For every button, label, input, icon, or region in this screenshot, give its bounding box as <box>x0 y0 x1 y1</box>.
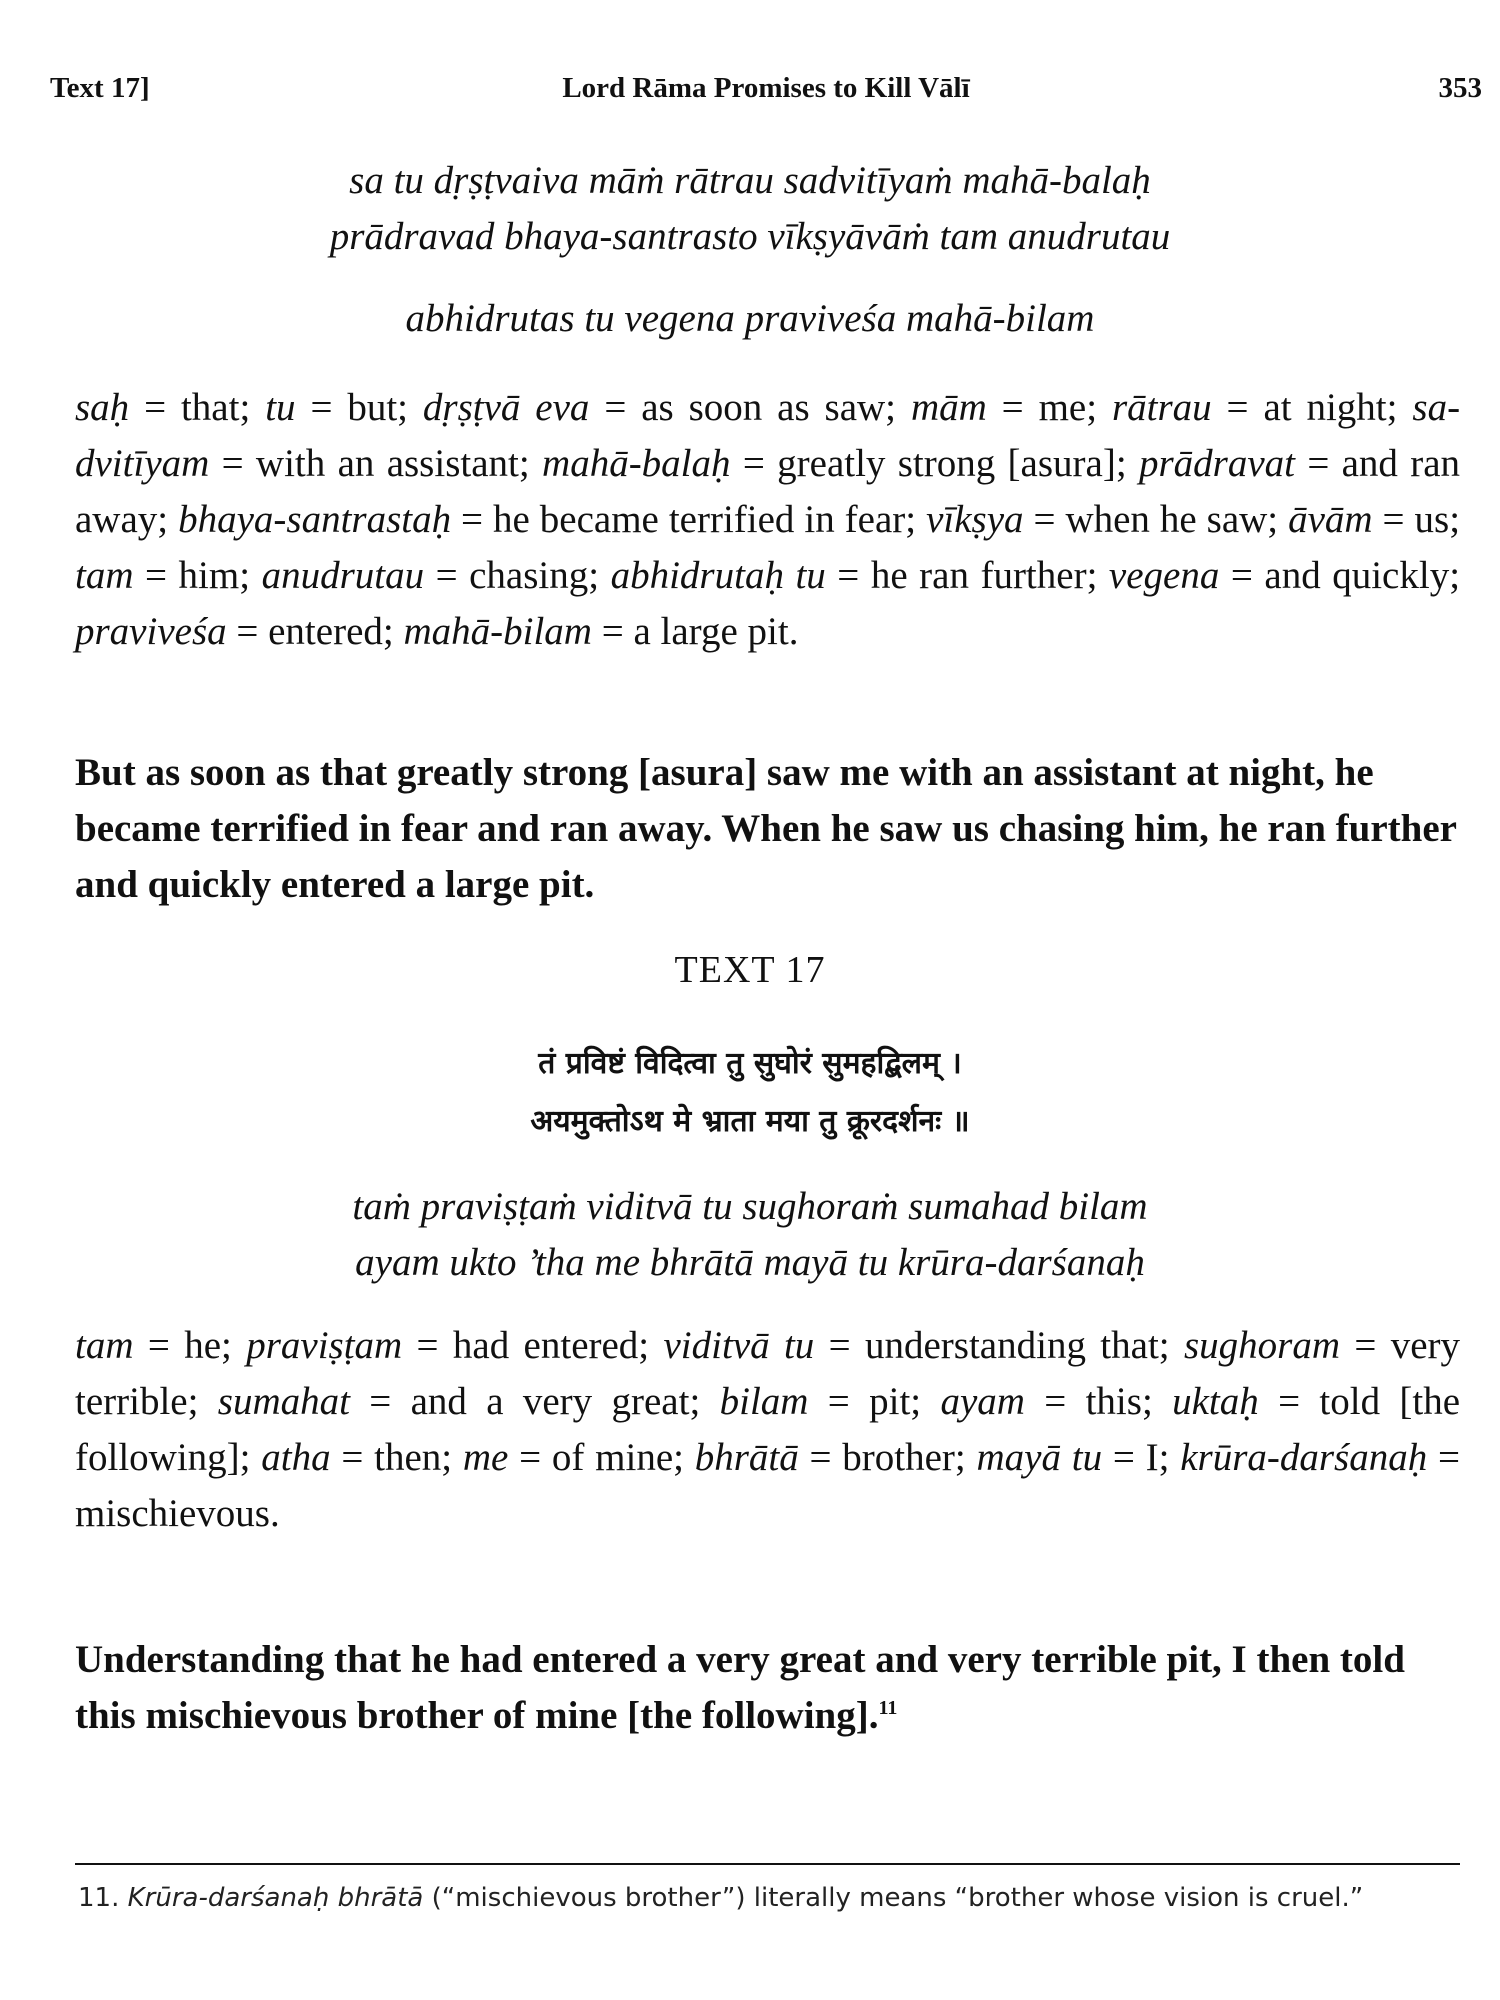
translation-text16: But as soon as that greatly strong [asura] saw me with an assistant at night, he became terrified in fear and ran away. When he saw us chasing him, he ran further and quickly entered a large pit. <box>75 751 1457 906</box>
synonym-word: ayam <box>940 1380 1025 1423</box>
synonym-meaning: told [the following]; <box>75 1380 1461 1479</box>
synonyms-text17: tam = he; praviṣṭam = had entered; viditvā tu = understanding that; sughoram = very terrible; sumahat = and a very great; bilam = pit; ayam = this; uktaḥ = told [the following]; atha = then; me = of mine; bhrātā = brother; mayā tu = I; krūra-darśanaḥ = mischievous. <box>75 1324 1461 1535</box>
page-number: 353 <box>1438 72 1482 104</box>
synonym-meaning: mischievous. <box>75 1492 280 1535</box>
verse16-line3: abhidrutas tu vegena praviveśa mahā-bilam <box>405 297 1095 340</box>
translation-text17 <box>75 1632 1460 1744</box>
synonym-word: dṛṣṭvā eva <box>422 386 590 429</box>
verse17-line2: ayam ukto ’tha me bhrātā mayā tu krūra-darśanaḥ <box>355 1241 1145 1284</box>
synonym-word: tu <box>265 386 296 429</box>
synonym-meaning: he became terrified in fear; <box>493 498 917 541</box>
header-chapter-title: Lord Rāma Promises to Kill Vālī <box>562 72 970 104</box>
synonym-meaning: with an assistant; <box>255 442 530 485</box>
devanagari-line2: अयमुक्तोऽथ मे भ्राता मया तु क्रूरदर्शनः ॥ <box>530 1104 970 1139</box>
synonym-word: anudrutau <box>261 554 425 597</box>
synonym-word: vegena <box>1108 554 1220 597</box>
synonym-meaning: and a very great; <box>410 1380 701 1423</box>
synonym-meaning: when he saw; <box>1065 498 1279 541</box>
synonym-word: prādravat <box>1139 442 1295 485</box>
synonym-word: mahā-balaḥ <box>542 442 731 485</box>
synonym-meaning: pit; <box>869 1380 922 1423</box>
synonym-meaning: understanding that; <box>865 1324 1170 1367</box>
synonym-word: tam <box>75 554 134 597</box>
synonym-meaning: greatly strong [asura]; <box>777 442 1127 485</box>
synonym-word: saḥ <box>75 386 130 429</box>
synonym-word: tam <box>75 1324 134 1367</box>
synonym-meaning: as soon as saw; <box>641 386 897 429</box>
synonym-meaning: he ran further; <box>870 554 1098 597</box>
synonym-word: bhaya-santrastaḥ <box>178 498 452 541</box>
synonym-word: praviveśa <box>75 610 227 653</box>
header-section-ref: Text 17] <box>50 72 150 104</box>
synonym-meaning: I; <box>1145 1436 1170 1479</box>
synonym-word: atha <box>261 1436 331 1479</box>
synonym-word: vīkṣya <box>926 498 1024 541</box>
synonym-word: mām <box>910 386 987 429</box>
footnote-text: (“mischievous brother”) literally means “brother whose vision is cruel.” <box>431 1883 1364 1913</box>
synonym-meaning: entered; <box>268 610 394 653</box>
footnote-11 <box>78 1874 1463 1922</box>
translation-text17-body: Understanding that he had entered a very great and very terrible pit, I then told this mischievous brother of mine [the following]. <box>75 1638 1405 1737</box>
synonym-meaning: had entered; <box>452 1324 650 1367</box>
synonym-word: mahā-bilam <box>403 610 592 653</box>
synonym-meaning: me; <box>1038 386 1098 429</box>
footnote-ref-11[interactable]: 11 <box>878 1697 898 1719</box>
synonym-word: mayā tu <box>976 1436 1103 1479</box>
synonym-word: uktaḥ <box>1172 1380 1259 1423</box>
footnote-term: Krūra-darśanaḥ bhrātā <box>127 1883 424 1913</box>
synonym-word: sumahat <box>217 1380 350 1423</box>
footnote-number: 11. <box>78 1883 120 1913</box>
synonym-meaning: and quickly; <box>1264 554 1461 597</box>
synonym-meaning: this; <box>1085 1380 1153 1423</box>
synonym-word: me <box>462 1436 509 1479</box>
verse17-line1: taṁ praviṣṭaṁ viditvā tu sughoraṁ sumahad bilam <box>352 1185 1148 1228</box>
section-heading-text17: TEXT 17 <box>674 949 826 991</box>
synonyms-text16: saḥ = that; tu = but; dṛṣṭvā eva = as soon as saw; mām = me; rātrau = at night; sa-dvitīyam = with an assistant; mahā-balaḥ = greatly strong [asura]; prādravat = and ran away; bhaya-santrastaḥ = he became terrified in fear; vīkṣya = when he saw; āvām = us; tam = him; anudrutau = chasing; abhidrutaḥ tu = he ran further; vegena = and quickly; praviveśa = entered; mahā-bilam = a large pit. <box>75 386 1461 653</box>
synonym-word: krūra-darśanaḥ <box>1180 1436 1428 1479</box>
devanagari-line1: तं प्रविष्टं विदित्वा तु सुघोरं सुमहद्बिलम् । <box>538 1046 962 1081</box>
synonym-meaning: him; <box>178 554 251 597</box>
running-header <box>50 72 1482 118</box>
synonym-word: praviṣṭam <box>246 1324 403 1367</box>
synonym-word: bhrātā <box>694 1436 799 1479</box>
synonym-meaning: he; <box>184 1324 232 1367</box>
synonym-meaning: very terrible; <box>75 1324 1461 1423</box>
synonym-meaning: of mine; <box>551 1436 684 1479</box>
synonym-meaning: us; <box>1414 498 1461 541</box>
synonym-word: viditvā tu <box>663 1324 815 1367</box>
verse16-line1: sa tu dṛṣṭvaiva māṁ rātrau sadvitīyaṁ mahā-balaḥ <box>349 159 1151 202</box>
synonym-meaning: brother; <box>842 1436 966 1479</box>
synonym-meaning: chasing; <box>469 554 600 597</box>
synonym-meaning: and ran away; <box>75 442 1461 541</box>
synonym-word: āvām <box>1288 498 1373 541</box>
synonym-meaning: a large pit. <box>633 610 799 653</box>
synonym-meaning: but; <box>347 386 408 429</box>
synonym-word: rātrau <box>1111 386 1212 429</box>
synonym-word: abhidrutaḥ tu <box>610 554 826 597</box>
synonym-word: bilam <box>719 1380 809 1423</box>
synonym-meaning: that; <box>180 386 251 429</box>
footnote-divider <box>75 1863 1460 1865</box>
verse16-line2: prādravad bhaya-santrasto vīkṣyāvāṁ tam anudrutau <box>329 215 1171 258</box>
synonym-meaning: then; <box>374 1436 453 1479</box>
synonym-word: sa-dvitīyam <box>75 386 1461 485</box>
synonym-meaning: at night; <box>1263 386 1398 429</box>
synonym-word: sughoram <box>1183 1324 1341 1367</box>
